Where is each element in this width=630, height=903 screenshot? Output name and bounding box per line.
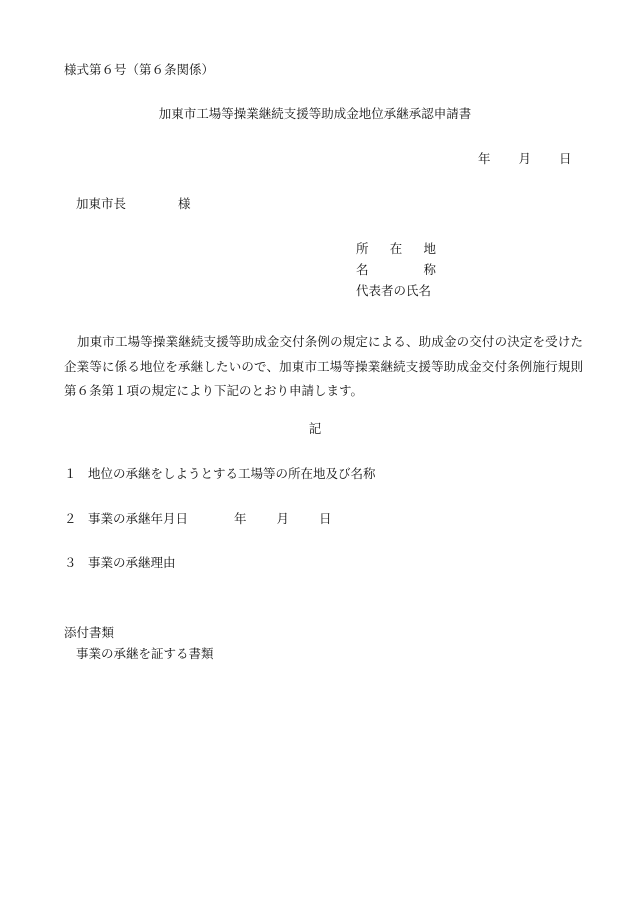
date-month-label: 月 — [518, 151, 532, 166]
addressee-name: 加東市長 — [76, 196, 127, 211]
attachment-item: 事業の承継を証する書類 — [76, 646, 214, 661]
item-number: １ — [64, 466, 77, 481]
application-statement: 加東市工場等操業継続支援等助成金交付条例の規定による、助成金の交付の決定を受けた企業等に係る地位を承継したいので、加東市工場等操業継続支援等助成金交付条例施行規則第６条第１項の規定により下記のとおり申請します。 — [64, 334, 583, 398]
item-text: 事業の承継年月日 — [88, 511, 189, 526]
attachments-heading: 添付書類 — [64, 625, 115, 640]
succession-day-label: 日 — [319, 511, 332, 526]
ki-heading: 記 — [308, 421, 322, 436]
address-label: 所在地 — [356, 241, 436, 256]
addressee-honorific: 様 — [178, 196, 191, 211]
item-location-and-name — [64, 468, 376, 481]
addressee — [76, 198, 191, 211]
item-succession-reason — [64, 557, 176, 570]
application-date — [478, 153, 572, 166]
item-succession-date — [64, 513, 332, 526]
item-number: ３ — [64, 555, 77, 570]
name-label: 名称 — [356, 262, 436, 277]
succession-month-label: 月 — [276, 511, 290, 526]
date-day-label: 日 — [559, 151, 572, 166]
applicant-block — [356, 243, 436, 306]
form-number: 様式第６号（第６条関係） — [64, 62, 215, 77]
item-text: 事業の承継理由 — [88, 555, 176, 570]
item-number: ２ — [64, 511, 77, 526]
succession-year-label: 年 — [234, 511, 247, 526]
document-title: 加東市工場等操業継続支援等助成金地位承継承認申請書 — [158, 106, 472, 121]
date-year-label: 年 — [478, 151, 491, 166]
item-text: 地位の承継をしようとする工場等の所在地及び名称 — [88, 466, 376, 481]
representative-label: 代表者の氏名 — [356, 283, 432, 298]
